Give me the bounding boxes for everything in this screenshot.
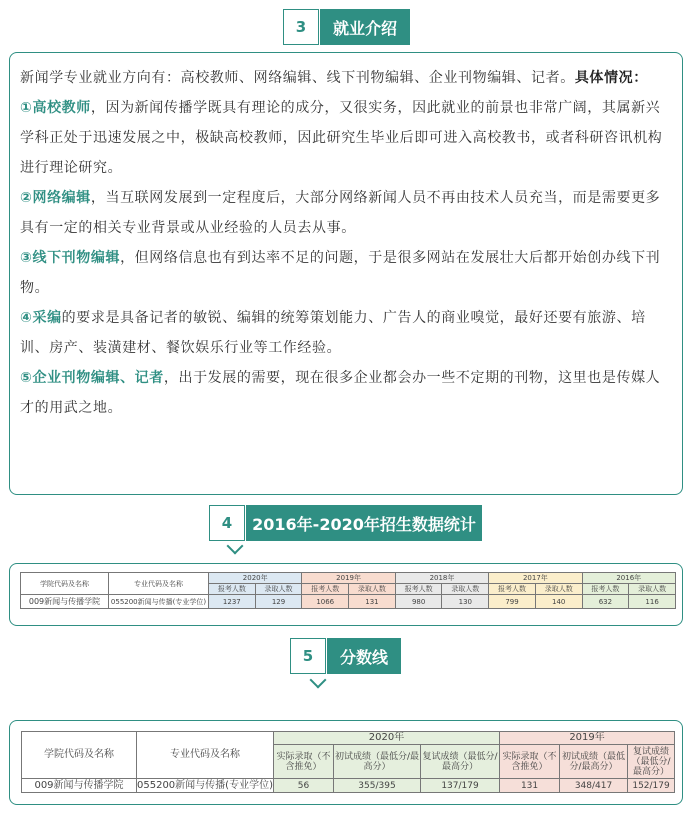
major-cell: 055200新闻与传播(专业学位) (109, 595, 209, 609)
subheader-applied: 报考人数 (209, 584, 256, 595)
value-cell: 130 (442, 595, 489, 609)
section-number: 4 (209, 505, 245, 541)
value-cell: 152/179 (628, 779, 675, 793)
value-cell: 1066 (302, 595, 349, 609)
item-marker: ③ (20, 250, 33, 266)
item-text: 的要求是具备记者的敏锐、编辑的统筹策划能力、广告人的商业嗅觉，最好还要有旅游、培训、房产、装潢建材、餐饮娱乐行业等工作经验。 (20, 310, 646, 356)
subheader-admitted: 录取人数 (349, 584, 396, 595)
subheader-cell: 初试成绩（最低分/最高分） (334, 745, 421, 779)
subheader-cell: 实际录取（不含推免） (274, 745, 334, 779)
score-lines-table (21, 731, 675, 793)
value-cell: 799 (489, 595, 536, 609)
section-title: 就业介绍 (320, 9, 410, 45)
item-text: ，因为新闻传播学既具有理论的成分，又很实务，因此就业的前景也非常广阔，其属新兴学科正处于迅速发展之中，极缺高校教师，因此研究生毕业后即可进入高校教书，或者科研咨讯机构进行理论研究。 (20, 100, 663, 176)
value-cell: 1237 (209, 595, 256, 609)
item-marker: ① (20, 100, 33, 116)
score-lines-box (9, 720, 683, 805)
table-row (21, 595, 676, 609)
lead-bold: 具体情况： (574, 70, 648, 86)
value-cell: 348/417 (560, 779, 628, 793)
item-marker: ④ (20, 310, 33, 326)
item-title: 企业刊物编辑、记者 (32, 370, 164, 386)
subheader-cell: 复试成绩（最低分/最高分） (628, 745, 675, 779)
year-header: 2018年 (395, 573, 488, 584)
chevron-down-icon (310, 672, 327, 689)
value-cell: 355/395 (334, 779, 421, 793)
value-cell: 56 (274, 779, 334, 793)
year-header: 2019年 (302, 573, 395, 584)
section-number: 5 (290, 638, 326, 674)
year-header: 2020年 (209, 573, 302, 584)
item-text: ，但网络信息也有到达率不足的问题，于是很多网站在发展壮大后都开始创办线下刊物。 (20, 250, 661, 296)
section-3-header (0, 9, 693, 45)
intro-item (20, 303, 674, 363)
subheader-admitted: 录取人数 (442, 584, 489, 595)
item-title: 线下刊物编辑 (32, 250, 121, 266)
year-header: 2017年 (489, 573, 582, 584)
employment-intro-box (9, 52, 683, 495)
admissions-box (9, 563, 683, 626)
value-cell: 129 (255, 595, 302, 609)
school-cell: 009新闻与传播学院 (21, 595, 109, 609)
column-header-major: 专业代码及名称 (137, 732, 274, 779)
item-marker: ⑤ (20, 370, 33, 386)
subheader-admitted: 录取人数 (255, 584, 302, 595)
subheader-applied: 报考人数 (395, 584, 442, 595)
section-4-header (0, 505, 693, 541)
subheader-admitted: 录取人数 (629, 584, 676, 595)
item-text: ，出于发展的需要，现在很多企业都会办一些不定期的刊物，这里也是传媒人才的用武之地。 (20, 370, 661, 416)
value-cell: 131 (500, 779, 560, 793)
lead-text: 新闻学专业就业方向有：高校教师、网络编辑、线下刊物编辑、企业刊物编辑、记者。 (20, 70, 575, 86)
column-header-school: 学院代码及名称 (22, 732, 137, 779)
item-text: ，当互联网发展到一定程度后，大部分网络新闻人员不再由技术人员充当，而是需要更多具有一定的相关专业背景或从业经验的人员去从事。 (20, 190, 661, 236)
table-header-row (22, 732, 675, 745)
subheader-admitted: 录取人数 (535, 584, 582, 595)
subheader-cell: 实际录取（不含推免） (500, 745, 560, 779)
table-row (22, 779, 675, 793)
section-number: 3 (283, 9, 319, 45)
major-cell: 055200新闻与传播(专业学位) (137, 779, 273, 791)
year-header: 2016年 (582, 573, 675, 584)
subheader-applied: 报考人数 (582, 584, 629, 595)
year-header: 2019年 (500, 732, 675, 745)
column-header-major: 专业代码及名称 (109, 573, 209, 595)
school-cell: 009新闻与传播学院 (22, 779, 137, 793)
item-title: 高校教师 (32, 100, 91, 116)
item-title: 网络编辑 (32, 190, 91, 206)
intro-item (20, 363, 674, 423)
value-cell: 632 (582, 595, 629, 609)
value-cell: 116 (629, 595, 676, 609)
admissions-table (20, 572, 676, 609)
subheader-applied: 报考人数 (489, 584, 536, 595)
subheader-cell: 初试成绩（最低分/最高分） (560, 745, 628, 779)
section-title: 分数线 (327, 638, 401, 674)
table-header-row (21, 573, 676, 584)
intro-item (20, 93, 674, 183)
value-cell: 140 (535, 595, 582, 609)
intro-item (20, 183, 674, 243)
column-header-school: 学院代码及名称 (21, 573, 109, 595)
intro-text (10, 53, 682, 423)
intro-lead (20, 63, 674, 93)
value-cell: 131 (349, 595, 396, 609)
value-cell: 137/179 (421, 779, 500, 793)
item-title: 采编 (32, 310, 62, 326)
section-title: 2016年-2020年招生数据统计 (246, 505, 482, 541)
value-cell: 980 (395, 595, 442, 609)
intro-item (20, 243, 674, 303)
subheader-cell: 复试成绩（最低分/最高分） (421, 745, 500, 779)
subheader-applied: 报考人数 (302, 584, 349, 595)
item-marker: ② (20, 190, 33, 206)
year-header: 2020年 (274, 732, 500, 745)
section-5-header (0, 638, 693, 674)
